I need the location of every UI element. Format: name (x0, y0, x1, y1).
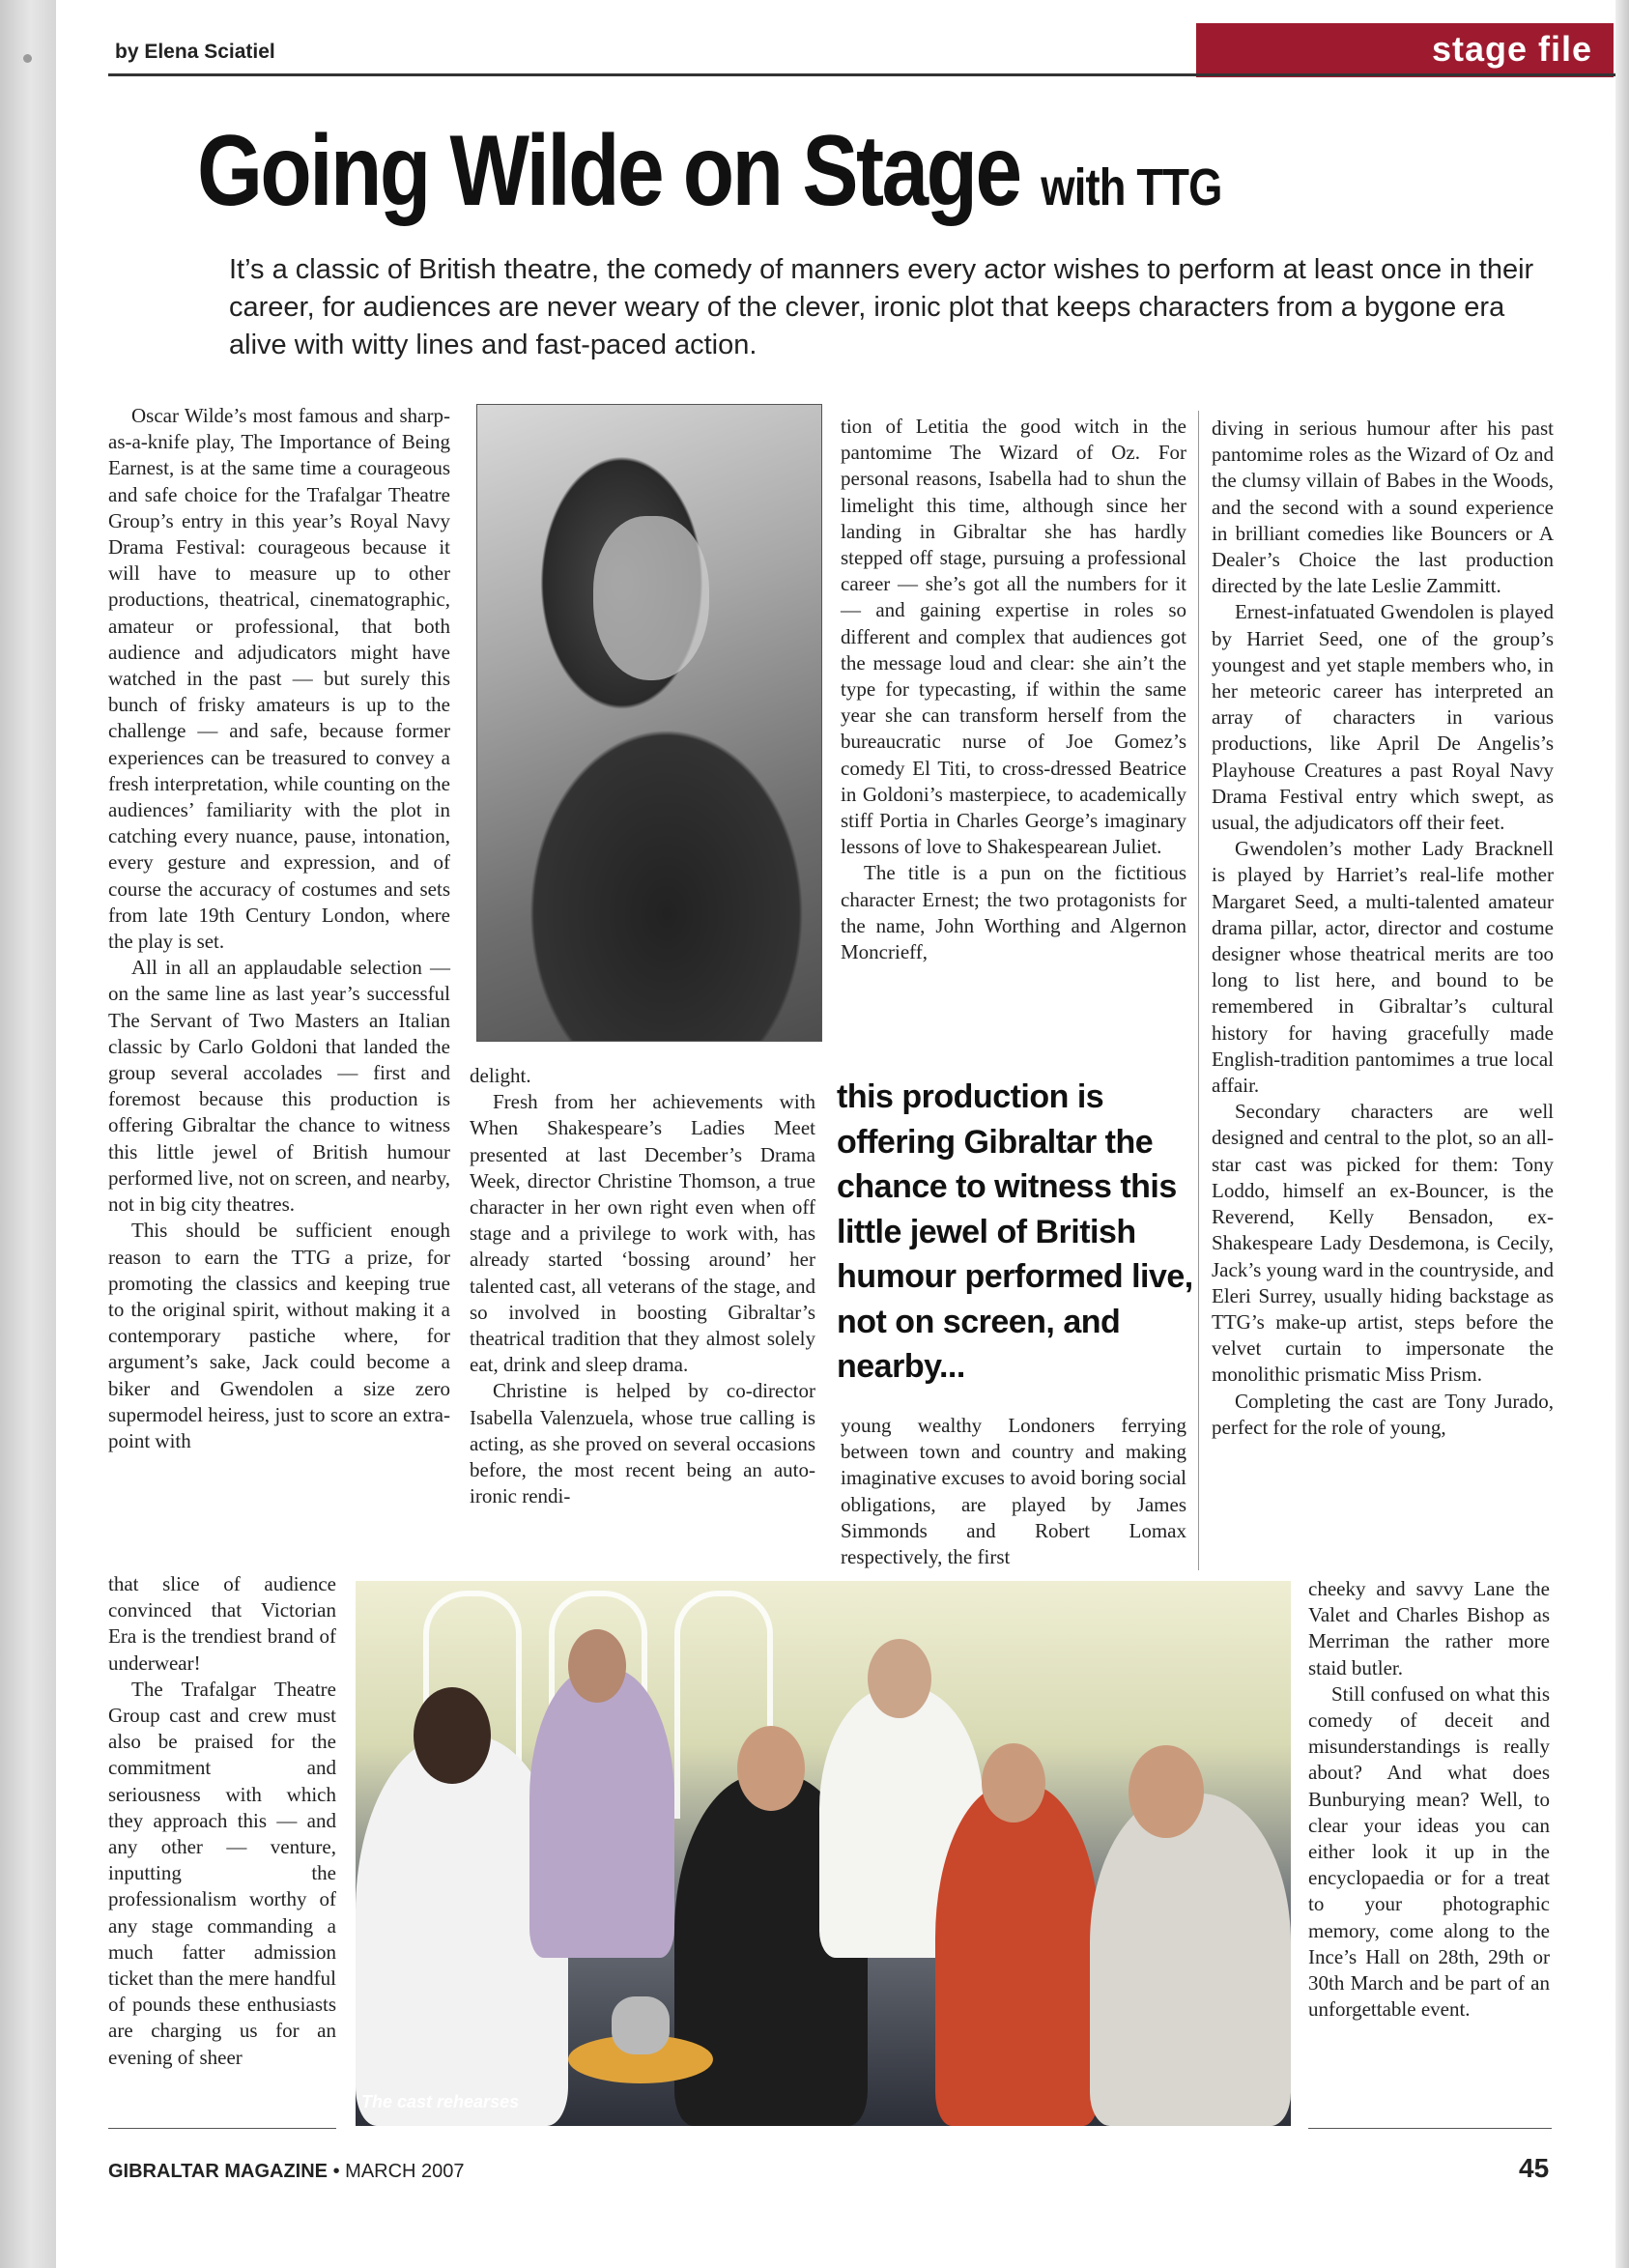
article-column-1 (108, 403, 450, 1454)
paragraph: Secondary characters are well designed and central to the plot, so an all-star cast was picked for them: Tony Loddo, himself an ex-Bouncer, is the Reverend, Kelly Bensadon, ex-Shakespeare Lady Desdemona, is Cecily, Jack’s young ward in the countryside, and Eleri Surrey, usually hiding backstage as TTG’s make-up artist, steps before the velvet curtain to impersonate the monolithic prismatic Miss Prism. (1212, 1100, 1554, 1387)
paragraph: tion of Letitia the good witch in the pantomime The Wizard of Oz. For personal reasons, Isabella had to shun the limelight this time, although since her landing in Gibraltar she has hardly stepped off stage, pursuing a professional career — she’s got all the numbers for it — and gaining expertise in roles so different and complex that audiences got the message loud and clear: she ain’t the type for typecasting, if within the same year she can transform herself from the bureaucratic nurse of Joe Gomez’s comedy El Titi, to cross-dressed Beatrice in Goldoni’s masterpiece, to academically stiff Portia in Charles George’s imaginary lessons of love to Shakespearean Juliet. (841, 415, 1186, 859)
footer-separator: • (332, 2161, 340, 2182)
paragraph: diving in serious humour after his past pantomime roles as the Wizard of Oz and the clumsy villain of Babes in the Woods, and the second with a sound experience in brilliant comedies like Bouncers or A Dealer’s Choice the last production directed by the late Leslie Zammitt. (1212, 416, 1554, 598)
column-divider (1198, 411, 1199, 1570)
paragraph: cheeky and savvy Lane the Valet and Charles Bishop as Merriman the rather more staid butler. (1308, 1577, 1550, 1679)
cast-rehearsal-photo (356, 1581, 1291, 2126)
oscar-wilde-portrait (476, 404, 822, 1042)
cast-member (935, 1784, 1100, 2126)
paragraph: The title is a pun on the fictitious character Ernest; the two protagonists for the name, John Worthing and Algernon Moncrieff, (841, 861, 1186, 964)
paragraph: The Trafalgar Theatre Group cast and crew must also be praised for the commitment and seriousness with which they approach this — and any other — venture, inputting the professionalism worthy of any stage commanding a much fatter admission ticket than the mere handful of pounds these enthusiasts are charging us for an evening of sheer (108, 1677, 336, 2069)
page-edge (1615, 0, 1629, 2268)
paragraph: that slice of audience convinced that Victorian Era is the trendiest brand of underwear! (108, 1572, 336, 1675)
paragraph: All in all an applaudable selection — on the same line as last year’s successful The Servant of Two Masters an Italian classic by Carlo Goldoni that landed the group several accolades — first and foremost because this production is offering Gibraltar the chance to witness this little jewel of British humour performed live, not on screen, and nearby, not in big city theatres. (108, 956, 450, 1217)
cast-member-head (737, 1726, 805, 1811)
page-number: 45 (1519, 2153, 1550, 2183)
portrait-face (593, 516, 709, 680)
cast-member (1090, 1794, 1291, 2126)
header-rule (108, 73, 1615, 76)
paragraph: Fresh from her achievements with When Shakespeare’s Ladies Meet presented at last December’s Drama Week, director Christine Thomson, a true character in her own right even when off stage and a privilege to work with, has already started ‘bossing around’ her talented cast, all veterans of the stage, and so involved in boosting Gibraltar’s theatrical tradition that they almost solely eat, drink and sleep drama. (470, 1090, 815, 1377)
photo-caption: The cast rehearses (361, 2092, 520, 2111)
cast-member-head (414, 1687, 491, 1784)
cast-member-head (568, 1629, 626, 1703)
article-column-3-continued (841, 1413, 1186, 1570)
footer-rule-left (108, 2128, 336, 2129)
cast-member-head (1129, 1745, 1204, 1838)
pull-quote: this production is offering Gibraltar the chance to witness this little jewel of British humour performed live, not on screen, and nearby... (837, 1078, 1193, 1385)
paragraph: Ernest-infatuated Gwendolen is played by Harriet Seed, one of the group’s youngest and yet staple members who, in her meteoric career has interpreted an array of characters in various productions, like April De Angelis’s Playhouse Creatures a past Royal Navy Drama Festival entry which swept, as usual, the adjudicators off their feet. (1212, 600, 1554, 835)
issue-date: MARCH 2007 (345, 2161, 465, 2182)
cast-member-head (982, 1743, 1045, 1823)
paragraph: This should be sufficient enough reason to earn the TTG a prize, for promoting the classics and keeping true to the original spirit, without making it a contemporary pastiche where, for argument’s sake, Jack could become a biker and Gwendolen a size zero supermodel heiress, just to score an extra-point with (108, 1219, 450, 1452)
paragraph: Completing the cast are Tony Jurado, perfect for the role of young, (1212, 1389, 1554, 1439)
paragraph: Christine is helped by co-director Isabella Valenzuela, whose true calling is acting, as she proved on several occasions before, the most recent being an auto-ironic rendi- (470, 1379, 815, 1508)
byline: by Elena Sciatiel (115, 41, 275, 63)
binding-hole (23, 54, 32, 63)
footer-rule-right (1308, 2128, 1552, 2129)
headline-main: Going Wilde on Stage (197, 115, 1020, 227)
page-binding-shadow (0, 0, 56, 2268)
article-column-2 (470, 1063, 815, 1509)
magazine-name: GIBRALTAR MAGAZINE (108, 2161, 329, 2182)
headline (197, 114, 1222, 229)
article-column-4 (1212, 416, 1554, 1441)
paragraph: Oscar Wilde’s most famous and sharp-as-a-knife play, The Importance of Being Earnest, is at the same time a courageous and safe choice for the Trafalgar Theatre Group’s entry in this year’s Royal Navy Drama Festival: courageous because it will have to measure up to other productions, theatrical, cinematographic, amateur or professional, that both audience and adjudicators might have watched in the past — but surely this bunch of frisky amateurs is up to the challenge — and safe, because former experiences can be treasured to convey a fresh interpretation, while counting on the audiences’ familiarity with the plot in catching every nuance, pause, intonation, every gesture and expression, and of course the accuracy of costumes and sets from late 19th Century London, where the play is set. (108, 404, 450, 954)
article-column-1-continued (108, 1571, 336, 2071)
teapot (612, 1996, 670, 2054)
paragraph: Still confused on what this comedy of deceit and misunderstandings is really about? And what does Bunburying mean? Well, to clear your ideas you can either look it up in the encyclopaedia or for a treat to your photographic memory, come along to the Ince’s Hall on 28th, 29th or 30th March and be part of an unforgettable event. (1308, 1681, 1550, 2022)
paragraph: Gwendolen’s mother Lady Bracknell is played by Harriet’s real-life mother Margaret Seed, a multi-talented amateur drama pillar, actor, director and costume designer whose theatrical merits are too long to list here, and bound to be remembered in Gibraltar’s cultural history for having gracefully made English-tradition pantomimes a true local affair. (1212, 837, 1554, 1098)
standfirst: It’s a classic of British theatre, the comedy of manners every actor wishes to perform at least once in their career, for audiences are never weary of the clever, ironic plot that keeps characters from a bygone era alive with witty lines and fast-paced action. (229, 254, 1534, 360)
footer-magazine (108, 2161, 465, 2183)
cast-member (529, 1668, 674, 1958)
article-column-3 (841, 414, 1186, 965)
paragraph: young wealthy Londoners ferrying between town and country and making imaginative excuses to avoid boring social obligations, are played by James Simmonds and Robert Lomax respectively, the first (841, 1414, 1186, 1569)
section-tab (1196, 23, 1614, 77)
headline-tail: with TTG (1041, 158, 1222, 216)
cast-member-head (868, 1639, 931, 1718)
article-column-4-continued (1308, 1576, 1550, 2023)
paragraph: delight. (470, 1064, 531, 1087)
section-tab-label: stage file (1431, 29, 1592, 69)
